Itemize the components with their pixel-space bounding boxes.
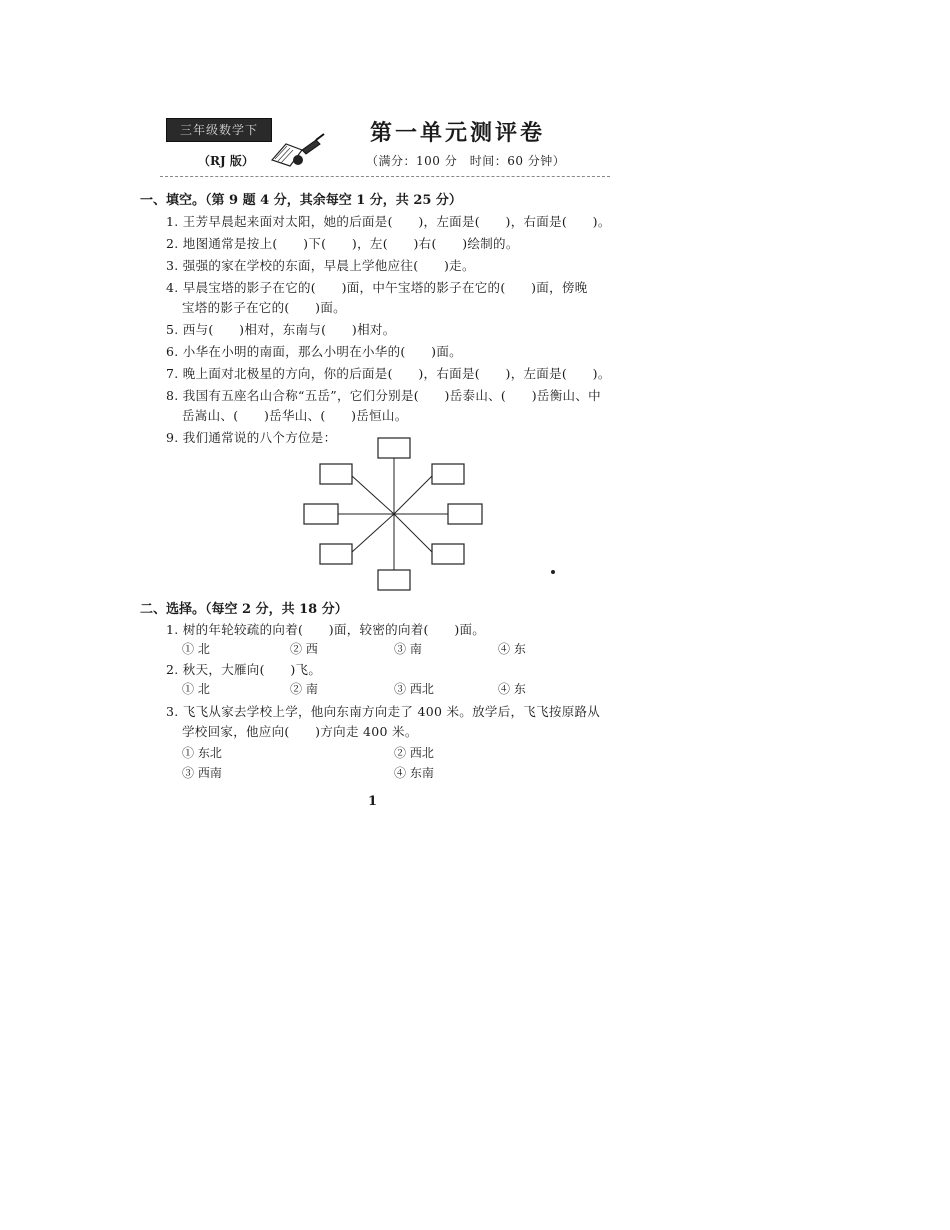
southwest-line (352, 514, 394, 552)
eight-directions-diagram (298, 434, 488, 596)
question-1-2: 2. 地图通常是按上( )下( )，左( )右( )绘制的。 (166, 236, 519, 251)
question-2-1: 1. 树的年轮较疏的向着( )面，较密的向着( )面。 (166, 622, 486, 637)
option-2-3-b[interactable]: ② 西北 (394, 746, 434, 760)
score-time-info: （满分：100 分 时间：60 分钟） (366, 154, 566, 168)
option-2-3-a[interactable]: ① 东北 (182, 746, 222, 760)
question-1-9: 9. 我们通常说的八个方位是： (166, 430, 337, 445)
header-divider (160, 176, 610, 178)
scan-speck (551, 570, 555, 574)
option-2-1-a[interactable]: ① 北 (182, 642, 210, 656)
option-2-1-d[interactable]: ④ 东 (498, 642, 526, 656)
page-title: 第一单元测评卷 (370, 120, 546, 146)
grade-badge: 三年级数学下 (166, 118, 272, 142)
book-pen-icon (268, 130, 328, 170)
option-2-2-a[interactable]: ① 北 (182, 682, 210, 696)
answer-box-southeast[interactable] (432, 544, 464, 564)
question-2-3-line2: 学校回家，他应向( )方向走 400 米。 (182, 724, 418, 739)
option-2-3-d[interactable]: ④ 东南 (394, 766, 434, 780)
question-1-8-line1: 8. 我国有五座名山合称“五岳”，它们分别是( )岳泰山、( )岳衡山、中 (166, 388, 601, 403)
question-1-8-line2: 岳嵩山、( )岳华山、( )岳恒山。 (182, 408, 408, 423)
option-2-2-b[interactable]: ② 南 (290, 682, 318, 696)
answer-box-north[interactable] (378, 438, 410, 458)
question-2-2: 2. 秋天，大雁向( )飞。 (166, 662, 322, 677)
question-1-3: 3. 强强的家在学校的东面，早晨上学他应往( )走。 (166, 258, 475, 273)
option-2-3-c[interactable]: ③ 西南 (182, 766, 222, 780)
northeast-line (394, 476, 432, 514)
northwest-line (352, 476, 394, 514)
answer-box-southwest[interactable] (320, 544, 352, 564)
section-2-heading: 二、选择。（每空 2 分，共 18 分） (140, 602, 348, 617)
question-1-6: 6. 小华在小明的南面，那么小明在小华的( )面。 (166, 344, 462, 359)
answer-box-east[interactable] (448, 504, 482, 524)
edition-label: （RJ 版） (198, 154, 254, 168)
question-1-7: 7. 晚上面对北极星的方向，你的后面是( )，右面是( )，左面是( )。 (166, 366, 611, 381)
question-2-3-line1: 3. 飞飞从家去学校上学，他向东南方向走了 400 米。放学后，飞飞按原路从 (166, 704, 601, 719)
question-1-4-line1: 4. 早晨宝塔的影子在它的( )面，中午宝塔的影子在它的( )面，傍晚 (166, 280, 588, 295)
option-2-2-d[interactable]: ④ 东 (498, 682, 526, 696)
question-1-1: 1. 王芳早晨起来面对太阳，她的后面是( )，左面是( )，右面是( )。 (166, 214, 611, 229)
question-1-5: 5. 西与( )相对，东南与( )相对。 (166, 322, 396, 337)
answer-box-south[interactable] (378, 570, 410, 590)
answer-box-northwest[interactable] (320, 464, 352, 484)
question-1-4-line2: 宝塔的影子在它的( )面。 (182, 300, 346, 315)
section-1-heading: 一、填空。（第 9 题 4 分，其余每空 1 分，共 25 分） (140, 193, 462, 208)
southeast-line (394, 514, 432, 552)
option-2-1-b[interactable]: ② 西 (290, 642, 318, 656)
option-2-2-c[interactable]: ③ 西北 (394, 682, 434, 696)
page-number: 1 (368, 794, 378, 809)
option-2-1-c[interactable]: ③ 南 (394, 642, 422, 656)
answer-box-west[interactable] (304, 504, 338, 524)
answer-box-northeast[interactable] (432, 464, 464, 484)
